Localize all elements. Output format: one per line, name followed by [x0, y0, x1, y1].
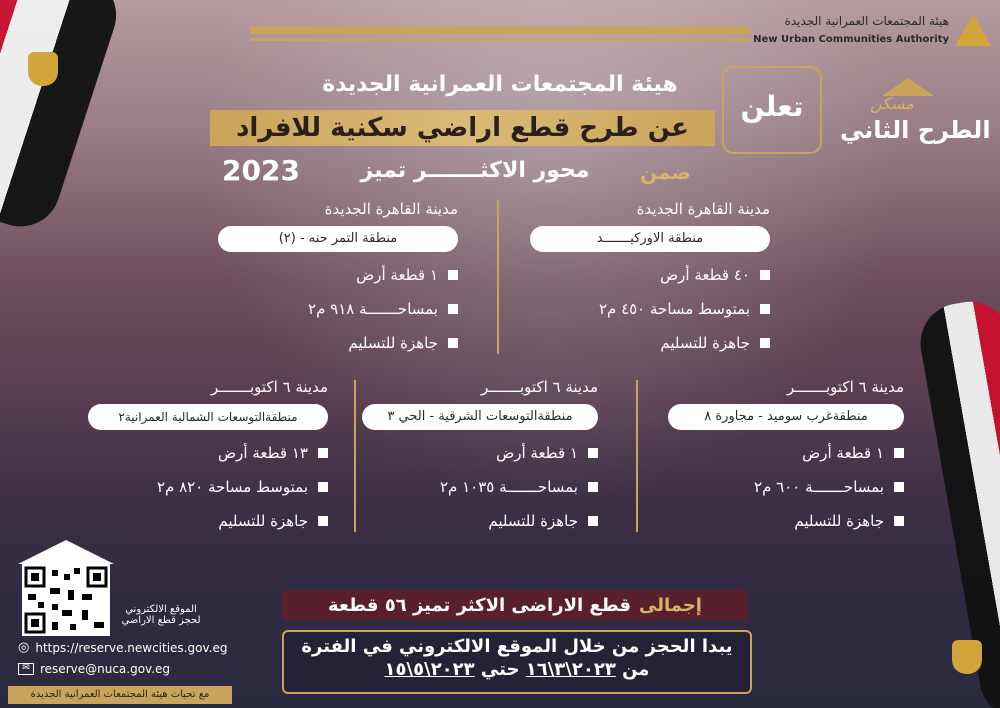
offer-city: مدينة ٦ اكتوبـــــــر — [210, 378, 328, 396]
booking-to-date: ٢٠٢٣\٥\١٥ — [384, 659, 475, 680]
offer-item — [668, 444, 904, 462]
bullet-icon — [588, 448, 598, 458]
bullet-icon — [894, 448, 904, 458]
booking-from-label: من — [622, 659, 650, 680]
brand-name: مسكن — [870, 94, 914, 113]
authority-name-ar: هيئة المجتمعات العمرانية الجديدة — [784, 14, 949, 28]
offer-item — [668, 512, 904, 530]
eagle-emblem-icon — [952, 640, 982, 674]
qr-roof — [18, 540, 114, 564]
divider-bottom-left — [354, 380, 356, 532]
booking-line1: يبدا الحجز من خلال الموقع الالكتروني في الفترة — [301, 636, 733, 657]
bullet-icon — [448, 304, 458, 314]
offer-card — [88, 378, 328, 530]
offer-card — [218, 200, 458, 352]
offer-card — [530, 200, 770, 352]
offer-item-text: جاهزة للتسليم — [218, 512, 308, 530]
booking-to-label: حتي — [480, 659, 520, 680]
offer-item-text: ١ قطعة أرض — [802, 444, 884, 462]
offer-item-text: ٤٠ قطعة أرض — [660, 266, 750, 284]
offer-item-text: بمتوسط مساحة ٤٥٠ م٢ — [598, 300, 750, 318]
year-label: 2023 — [222, 154, 300, 187]
offer-area: منطقةغرب سوميد - مجاورة ٨ — [668, 404, 904, 430]
egypt-flag-left — [0, 0, 127, 237]
offer-item-text: بمساحـــــــة ٩١٨ م٢ — [308, 300, 438, 318]
divider-bottom-right — [636, 380, 638, 532]
email-link-row[interactable] — [18, 662, 170, 676]
offer-item — [668, 478, 904, 496]
offer-area: منطقة التمر حنه - (٢) — [218, 226, 458, 252]
offer-item-text: بمساحـــــــة ١٠٣٥ م٢ — [439, 478, 578, 496]
offer-item-text: جاهزة للتسليم — [348, 334, 438, 352]
announces-box — [722, 66, 822, 154]
offer-card — [668, 378, 904, 530]
footer-credit: مع تحيات هيئة المجتمعات العمرانية الجديدة — [8, 686, 232, 704]
within-label: ضمن — [640, 160, 691, 184]
bullet-icon — [588, 516, 598, 526]
total-text: قطع الاراضى الاكثر تميز ٥٦ قطعة — [328, 594, 632, 616]
qr-caption — [118, 604, 204, 626]
bullet-icon — [760, 270, 770, 280]
qr-house — [18, 540, 114, 636]
title-line2-bar — [210, 110, 715, 146]
offer-item — [88, 444, 328, 462]
offer-area: منطقة الاوركيـــــــد — [530, 226, 770, 252]
offer-item — [88, 478, 328, 496]
offer-area: منطقةالتوسعات الشمالية العمرانية٢ — [88, 404, 328, 430]
booking-line2 — [284, 659, 750, 680]
offer-item — [88, 512, 328, 530]
bullet-icon — [448, 270, 458, 280]
qr-caption-line2: لحجز قطع الاراضي — [121, 615, 201, 626]
offer-item-text: جاهزة للتسليم — [488, 512, 578, 530]
offer-item — [530, 266, 770, 284]
offer-item — [530, 334, 770, 352]
offer-item-text: ١٣ قطعة أرض — [218, 444, 308, 462]
offer-item-text: جاهزة للتسليم — [660, 334, 750, 352]
bullet-icon — [588, 482, 598, 492]
announces-label: تعلن — [740, 90, 804, 123]
qr-code[interactable] — [22, 564, 110, 636]
header-gold-bar — [250, 26, 750, 34]
title-line2: عن طرح قطع اراضي سكنية للافراد — [236, 113, 689, 143]
authority-name-en: New Urban Communities Authority — [753, 34, 949, 45]
email-link[interactable]: reserve@nuca.gov.eg — [40, 662, 171, 676]
qr-caption-line1: الموقع الالكتروني — [125, 604, 197, 615]
offer-item — [218, 266, 458, 284]
website-link[interactable]: https://reserve.newcities.gov.eg — [35, 640, 228, 655]
offer-area: منطقةالتوسعات الشرقية - الحي ٣ — [362, 404, 598, 430]
offer-item-text: ١ قطعة أرض — [496, 444, 578, 462]
website-link-row[interactable] — [18, 640, 227, 655]
globe-icon: ◎ — [18, 640, 30, 655]
bullet-icon — [318, 448, 328, 458]
offer-item — [362, 444, 598, 462]
bullet-icon — [318, 516, 328, 526]
bullet-icon — [448, 338, 458, 348]
nuca-logo-icon — [955, 14, 991, 46]
eagle-emblem-icon — [28, 52, 58, 86]
bullet-icon — [760, 338, 770, 348]
title-line1: هيئة المجتمعات العمرانية الجديدة — [322, 72, 678, 97]
offer-item-text: بمتوسط مساحة ٨٢٠ م٢ — [156, 478, 308, 496]
email-icon: ✉ — [18, 663, 34, 675]
header-logo — [745, 12, 991, 54]
offer-card — [362, 378, 598, 530]
bullet-icon — [894, 516, 904, 526]
bullet-icon — [760, 304, 770, 314]
offer-city: مدينة ٦ اكتوبـــــــر — [786, 378, 904, 396]
offer-item-text: ١ قطعة أرض — [356, 266, 438, 284]
qr-pattern-icon — [22, 564, 110, 636]
bullet-icon — [318, 482, 328, 492]
offer-city: مدينة ٦ اكتوبـــــــر — [480, 378, 598, 396]
total-bar — [282, 590, 748, 620]
axis-label: محور الاكثـــــــر تميز — [360, 158, 590, 183]
offer-item — [218, 300, 458, 318]
offer-city: مدينة القاهرة الجديدة — [324, 200, 458, 218]
total-label: إجمالى — [639, 594, 702, 616]
offer-item — [362, 478, 598, 496]
offer-item — [218, 334, 458, 352]
bullet-icon — [894, 482, 904, 492]
offer-item-text: بمساحـــــــة ٦٠٠ م٢ — [754, 478, 884, 496]
round-badge — [840, 78, 991, 158]
booking-from-date: ٢٠٢٣\٣\١٦ — [525, 659, 616, 680]
booking-box — [282, 630, 752, 694]
divider-top — [497, 200, 499, 354]
offer-item-text: جاهزة للتسليم — [794, 512, 884, 530]
offer-city: مدينة القاهرة الجديدة — [636, 200, 770, 218]
header-gold-bar-thin — [250, 38, 750, 41]
round-label: الطرح الثاني — [840, 116, 991, 144]
offer-item — [530, 300, 770, 318]
offer-item — [362, 512, 598, 530]
